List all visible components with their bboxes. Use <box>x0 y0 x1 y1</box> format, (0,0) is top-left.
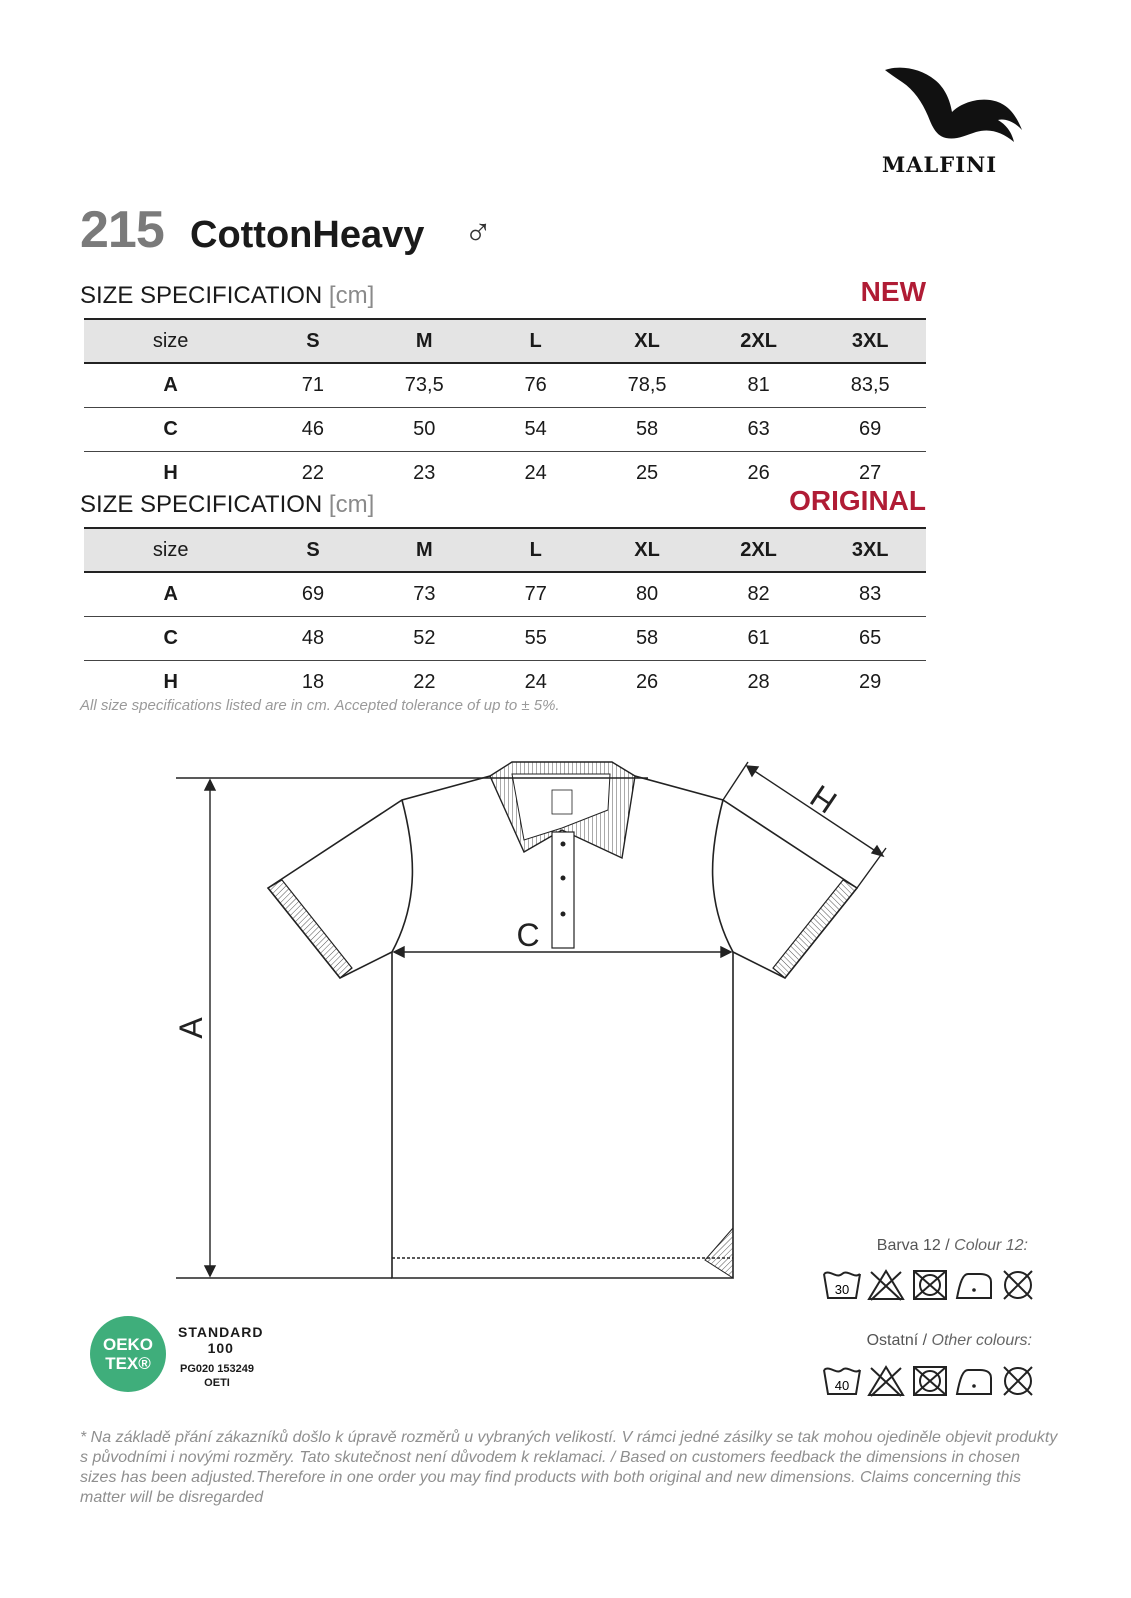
care-label-en: Colour 12: <box>954 1237 1028 1254</box>
table-cell: 24 <box>524 671 547 693</box>
product-code: 215 <box>80 201 164 259</box>
no-dry-clean-icon <box>998 1364 1038 1398</box>
header-cell: L <box>480 319 591 363</box>
no-tumble-dry-icon <box>910 1268 950 1302</box>
sleeve-cuff-left <box>268 880 352 978</box>
oeko-institute: OETI <box>204 1377 230 1389</box>
table-cell: 63 <box>703 408 815 452</box>
table-cell: 71 <box>257 363 368 408</box>
care-label-cz: Barva 12 <box>876 1237 941 1254</box>
table-cell: 22 <box>301 462 324 484</box>
table-cell: 18 <box>301 671 325 693</box>
header-cell: M <box>369 528 480 572</box>
table-header-row <box>84 319 926 363</box>
section-heading-original <box>80 491 374 519</box>
header-cell: 2XL <box>703 528 815 572</box>
care-icons-other <box>822 1364 1038 1398</box>
product-name: CottonHeavy <box>190 214 425 256</box>
header-cell: size <box>84 319 257 363</box>
iron-icon <box>954 1364 994 1398</box>
logo-wordmark: MALFINI <box>882 152 998 177</box>
header-cell: 2XL <box>703 319 815 363</box>
table-cell: 26 <box>747 462 770 484</box>
header-cell: S <box>257 528 368 572</box>
table-cell: 83,5 <box>814 363 926 408</box>
table-row <box>84 572 926 617</box>
polo-shirt-diagram <box>160 740 900 1300</box>
button-mark <box>561 912 566 917</box>
dimension-h-label: H <box>803 777 844 821</box>
table-cell: 58 <box>591 408 703 452</box>
placket <box>552 832 574 948</box>
eagle-icon <box>880 60 1030 150</box>
table-cell: 22 <box>413 671 436 693</box>
table-cell: 54 <box>480 408 591 452</box>
table-cell: 29 <box>859 671 882 693</box>
table-cell: 73 <box>369 572 480 617</box>
dimension-c-label: C <box>516 917 540 953</box>
care-label-en: Other colours: <box>931 1332 1032 1349</box>
row-label: C <box>84 617 257 661</box>
wash-tub-icon <box>822 1364 862 1398</box>
wash-temp: 30 <box>834 1282 850 1297</box>
male-icon: ♂ <box>464 212 493 254</box>
no-tumble-dry-icon <box>910 1364 950 1398</box>
sleeve-cuff-right <box>773 880 857 978</box>
tolerance-note: All size specifications listed are in cm. Accepted tolerance of up to ± 5%. <box>80 697 560 714</box>
size-table-new <box>84 318 926 495</box>
table-cell: 76 <box>480 363 591 408</box>
section-unit: [cm] <box>328 282 375 309</box>
table-cell: 61 <box>703 617 815 661</box>
table-cell: 65 <box>814 617 926 661</box>
care-label-colour12: Barva 12 / Colour 12: <box>876 1237 1028 1254</box>
care-label-other: Ostatní / Other colours: <box>866 1332 1032 1349</box>
table-row <box>84 408 926 452</box>
table-cell: 69 <box>814 408 926 452</box>
table-cell: 82 <box>703 572 815 617</box>
row-label: C <box>84 408 257 452</box>
no-dry-clean-icon <box>998 1268 1038 1302</box>
button-mark <box>561 842 566 847</box>
table-cell: 28 <box>747 671 770 693</box>
dimension-a-label: A <box>173 1017 209 1039</box>
oeko-tex-badge <box>90 1316 166 1392</box>
table-cell: 80 <box>591 572 702 617</box>
header-cell: size <box>84 528 257 572</box>
oeko-line2: TEX® <box>105 1354 151 1373</box>
no-bleach-icon <box>866 1268 906 1302</box>
neck-label <box>552 790 572 814</box>
header-cell: M <box>368 319 480 363</box>
button-mark <box>561 876 566 881</box>
table-cell: 81 <box>703 363 815 408</box>
table-cell: 26 <box>635 671 659 693</box>
header-cell: XL <box>591 319 703 363</box>
table-cell: 52 <box>369 617 480 661</box>
dimension-h <box>723 762 886 888</box>
footnote: * Na základě přání zákazníků došlo k úpravě rozměrů u vybraných velikostí. V rámci jedné zásilky se tak mohou ojediněle objevit produkty s původními i novými rozměry. Tato skutečnost není důvodem k reklamaci. / Based on customers feedback the dimensions in chosen sizes has been adjusted.Therefore in one order you may find products with both original and new dimensions. Claims concerning this matter will be disregarded <box>80 1429 1058 1506</box>
side-vent <box>705 1228 733 1278</box>
header-cell: 3XL <box>814 319 926 363</box>
table-cell: 78,5 <box>591 363 703 408</box>
table-cell: 46 <box>257 408 368 452</box>
row-label: H <box>163 671 178 693</box>
table-cell: 73,5 <box>368 363 480 408</box>
table-cell: 69 <box>257 572 368 617</box>
table-cell: 24 <box>524 462 547 484</box>
table-cell: 50 <box>368 408 480 452</box>
section-heading-text: SIZE SPECIFICATION <box>80 491 323 518</box>
section-heading-text: SIZE SPECIFICATION <box>80 282 323 309</box>
care-label-cz: Ostatní <box>866 1332 919 1349</box>
header-cell: S <box>257 319 368 363</box>
oeko-standard-num: 100 <box>207 1340 234 1356</box>
table-header-row <box>84 528 926 572</box>
oeko-cert-number: PG020 153249 <box>180 1363 255 1375</box>
wash-tub-icon <box>822 1268 862 1302</box>
oeko-certificate <box>180 1362 254 1390</box>
tag-new: NEW <box>860 276 926 307</box>
oeko-line1: OEKO <box>102 1335 154 1354</box>
header-cell: 3XL <box>814 528 926 572</box>
size-table-original <box>84 527 926 704</box>
table-cell: 48 <box>257 617 368 661</box>
table-cell: 77 <box>480 572 591 617</box>
table-row <box>84 363 926 408</box>
table-cell: 23 <box>413 462 436 484</box>
oeko-standard-text: STANDARD <box>178 1324 264 1340</box>
wash-temp: 40 <box>834 1378 850 1393</box>
table-cell: 25 <box>635 462 659 484</box>
header-cell: L <box>480 528 591 572</box>
table-cell: 27 <box>859 462 882 484</box>
table-cell: 55 <box>480 617 591 661</box>
section-heading-new <box>80 282 374 310</box>
row-label: A <box>84 363 257 408</box>
brand-logo <box>880 60 1040 180</box>
section-unit: [cm] <box>328 491 375 518</box>
care-icons-colour12 <box>822 1268 1038 1302</box>
row-label: A <box>84 572 257 617</box>
header-cell: XL <box>591 528 702 572</box>
tag-original: ORIGINAL <box>789 485 926 516</box>
iron-icon <box>954 1268 994 1302</box>
no-bleach-icon <box>866 1364 906 1398</box>
table-cell: 58 <box>591 617 702 661</box>
table-row <box>84 617 926 661</box>
oeko-standard <box>178 1324 264 1356</box>
row-label: H <box>163 462 178 484</box>
table-cell: 83 <box>814 572 926 617</box>
